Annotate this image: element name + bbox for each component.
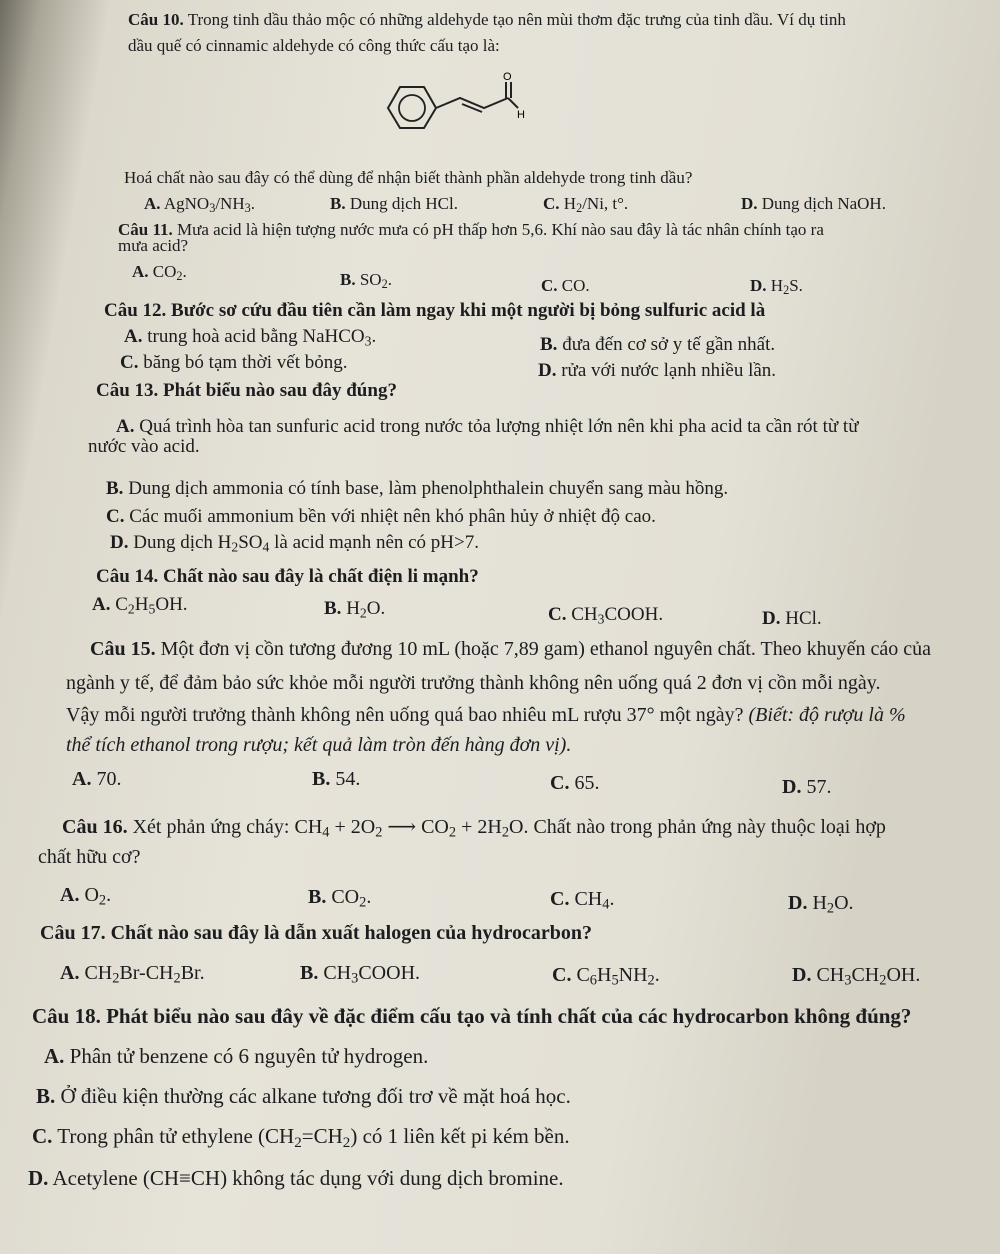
q17-a-text: $CH_2Br-CH_2Br$.	[84, 962, 205, 987]
q11-d-label: D.	[750, 276, 767, 295]
q10-option-b[interactable]	[330, 194, 458, 214]
q15-option-b[interactable]	[312, 768, 360, 791]
q13-line1	[96, 380, 397, 402]
q16-option-c[interactable]	[550, 888, 614, 911]
q18-b-label: B.	[36, 1084, 56, 1108]
q16-d-text: $H_2O$.	[812, 892, 854, 917]
q18-label: Câu 18.	[32, 1004, 101, 1028]
q15-a-label: A.	[72, 768, 92, 790]
q15-text3: Vậy mỗi người trưởng thành không nên uống quá bao nhiêu mL rượu 37° một ngày?	[66, 704, 744, 726]
q16-b-text: $CO_2$.	[331, 886, 372, 911]
q16-text2: chất hữu cơ?	[38, 846, 141, 868]
q11-option-c[interactable]	[541, 276, 590, 296]
q11-text2: mưa acid?	[118, 236, 189, 255]
q11-c-label: C.	[541, 276, 558, 295]
q10-prompt: Hoá chất nào sau đây có thể dùng để nhận biết thành phần aldehyde trong tinh dầu?	[124, 168, 693, 187]
q18-d-label: D.	[28, 1166, 49, 1190]
q10-text2: dầu quế có cinnamic aldehyde có công thức cấu tạo là:	[128, 36, 500, 55]
q17-line1	[40, 922, 592, 945]
q18-a-label: A.	[44, 1044, 65, 1068]
q15-b-text: 54.	[335, 768, 361, 790]
q12-line1	[104, 300, 765, 322]
q10-label: Câu 10.	[128, 10, 184, 29]
q18-b-text: Ở điều kiện thường các alkane tương đối trơ về mặt hoá học.	[60, 1084, 571, 1108]
q17-a-label: A.	[60, 962, 80, 984]
q12-d-label: D.	[538, 360, 557, 381]
q10-b-text: Dung dịch HCl.	[349, 194, 458, 213]
q14-option-b[interactable]	[324, 598, 385, 620]
q18-d-text: Acetylene (CH≡CH) không tác dụng với dung dịch bromine.	[52, 1166, 564, 1190]
q12-c-text: băng bó tạm thời vết bỏng.	[143, 352, 348, 373]
q17-d-label: D.	[792, 964, 812, 986]
q15-c-text: 65.	[574, 772, 600, 794]
q13-text1: Phát biểu nào sau đây đúng?	[163, 380, 397, 401]
q14-b-label: B.	[324, 598, 342, 619]
q16-c-label: C.	[550, 888, 570, 910]
q12-option-a[interactable]	[124, 326, 376, 348]
q11-line1	[118, 220, 824, 240]
q14-a-label: A.	[92, 594, 111, 615]
q15-option-c[interactable]	[550, 772, 599, 795]
q11-b-text: $SO_2$.	[359, 270, 392, 292]
q13-option-a[interactable]	[116, 416, 859, 438]
q14-c-text: $CH_3COOH$.	[571, 604, 664, 627]
q15-a-text: 70.	[96, 768, 122, 790]
q18-option-a[interactable]	[44, 1044, 428, 1069]
q10-b-label: B.	[330, 194, 346, 213]
q13-a-label: A.	[116, 416, 135, 437]
q18-option-c[interactable]	[32, 1124, 570, 1149]
q11-d-text: $H_2S$.	[770, 276, 803, 298]
q14-d-label: D.	[762, 608, 781, 629]
hydrogen-atom-label: H	[517, 109, 525, 121]
q14-text1: Chất nào sau đây là chất điện li mạnh?	[163, 566, 479, 587]
q17-b-text: $CH_3COOH$.	[323, 962, 421, 987]
q10-option-d[interactable]	[741, 194, 886, 214]
q10-d-label: D.	[741, 194, 758, 213]
q16-a-label: A.	[60, 884, 80, 906]
q18-a-text: Phân tử benzene có 6 nguyên tử hydrogen.	[69, 1044, 429, 1068]
q14-c-label: C.	[548, 604, 567, 625]
q14-line1	[96, 566, 479, 588]
q14-option-d[interactable]	[762, 608, 822, 630]
q15-option-a[interactable]	[72, 768, 121, 791]
q15-b-label: B.	[312, 768, 331, 790]
q18-option-d[interactable]	[28, 1166, 564, 1191]
q15-line1	[90, 638, 931, 661]
q12-option-c[interactable]	[120, 352, 347, 374]
q15-note1: (Biết: độ rượu là %	[748, 704, 906, 726]
q16-option-b[interactable]	[308, 886, 371, 909]
q17-label: Câu 17.	[40, 922, 106, 944]
q15-c-label: C.	[550, 772, 570, 794]
q14-label: Câu 14.	[96, 566, 159, 587]
q16-line1	[62, 814, 886, 839]
q13-c-label: C.	[106, 506, 125, 527]
q17-c-label: C.	[552, 964, 572, 986]
q12-d-text: rửa với nước lạnh nhiều lần.	[561, 360, 777, 381]
q12-c-label: C.	[120, 352, 139, 373]
benzene-aromatic-circle	[399, 95, 425, 121]
q12-a-text: trung hoà acid bằng NaHCO$_3$.	[147, 326, 377, 349]
q16-option-d[interactable]	[788, 892, 854, 915]
q12-option-b[interactable]	[540, 334, 775, 356]
q17-option-b[interactable]	[300, 962, 420, 985]
q13-d-text: Dung dịch $H_2SO_4$ là acid mạnh nên có pH>7.	[133, 532, 479, 555]
q11-a-text: $CO_2$.	[152, 262, 187, 284]
q15-d-text: 57.	[806, 776, 832, 798]
q13-b-label: B.	[106, 478, 124, 499]
q16-text1: Xét phản ứng cháy: $CH_4 + 2O_2$ ⟶ $CO_2 + 2H_2O$. Chất nào trong phản ứng này thuộc loại hợp	[132, 816, 886, 841]
q10-d-text: Dung dịch NaOH.	[761, 194, 886, 213]
q10-c-text: $H_2/Ni$, t°.	[563, 194, 629, 216]
q11-text1: Mưa acid là hiện tượng nước mưa có pH thấp hơn 5,6. Khí nào sau đây là tác nhân chính tạo ra	[177, 220, 824, 239]
oxygen-atom-label: O	[503, 71, 512, 83]
q17-b-label: B.	[300, 962, 319, 984]
q18-c-label: C.	[32, 1124, 53, 1148]
q14-a-text: $C_2H_5OH$.	[115, 594, 188, 617]
q11-b-label: B.	[340, 270, 356, 289]
q12-text1: Bước sơ cứu đầu tiên cần làm ngay khi một người bị bỏng sulfuric acid là	[171, 300, 766, 321]
q12-label: Câu 12.	[104, 300, 167, 321]
q15-d-label: D.	[782, 776, 802, 798]
q16-b-label: B.	[308, 886, 327, 908]
q15-line3	[66, 704, 906, 727]
q14-option-a[interactable]	[92, 594, 188, 616]
q16-c-text: $CH_4$.	[574, 888, 615, 913]
q18-text-emphasis: không đúng?	[794, 1004, 912, 1028]
q13-a-text1: Quá trình hòa tan sunfuric acid trong nước tỏa lượng nhiệt lớn nên khi pha acid ta cần rót từ từ	[139, 416, 859, 437]
q10-c-label: C.	[543, 194, 560, 213]
q16-label: Câu 16.	[62, 816, 128, 838]
q17-option-c[interactable]	[552, 964, 660, 987]
q10-line1	[128, 10, 846, 30]
q13-d-label: D.	[110, 532, 129, 553]
q10-a-text: $AgNO_3/NH_3$.	[163, 194, 255, 216]
q14-option-c[interactable]	[548, 604, 663, 626]
q11-option-b[interactable]	[340, 270, 392, 290]
q18-line1	[32, 1004, 911, 1029]
q12-option-d[interactable]	[538, 360, 776, 382]
q14-d-text: HCl.	[785, 608, 822, 629]
q12-b-text: đưa đến cơ sở y tế gần nhất.	[562, 334, 776, 355]
q16-d-label: D.	[788, 892, 808, 914]
q11-a-label: A.	[132, 262, 149, 281]
q13-option-d[interactable]	[110, 532, 479, 554]
q17-option-d[interactable]	[792, 964, 920, 987]
q11-c-text: CO.	[561, 276, 590, 295]
q18-c-text: Trong phân tử ethylene $(CH_2=CH_2)$ có 1 liên kết pi kém bền.	[57, 1124, 570, 1151]
q14-b-text: $H_2O$.	[346, 598, 386, 621]
q15-note2: thể tích ethanol trong rượu; kết quả làm tròn đến hàng đơn vị).	[66, 734, 572, 756]
q12-a-label: A.	[124, 326, 143, 347]
q16-option-a[interactable]	[60, 884, 111, 907]
q12-b-label: B.	[540, 334, 558, 355]
q11-label: Câu 11.	[118, 220, 173, 239]
q17-c-text: $C_6H_5NH_2$.	[576, 964, 660, 989]
q18-option-b[interactable]	[36, 1084, 571, 1109]
q10-a-label: A.	[144, 194, 161, 213]
aldehyde-h-bond	[508, 98, 518, 108]
q11-option-a[interactable]	[132, 262, 187, 282]
q11-option-d[interactable]	[750, 276, 803, 296]
q17-option-a[interactable]	[60, 962, 205, 985]
cinnamaldehyde-structure	[380, 68, 540, 138]
q16-a-text: $O_2$.	[84, 884, 112, 909]
q13-option-c[interactable]	[106, 506, 656, 528]
q13-b-text: Dung dịch ammonia có tính base, làm phenolphthalein chuyển sang màu hồng.	[128, 478, 729, 499]
q15-option-d[interactable]	[782, 776, 831, 799]
q10-option-c[interactable]	[543, 194, 628, 214]
q18-text1: Phát biểu nào sau đây về đặc điểm cấu tạo và tính chất của các hydrocarbon	[106, 1004, 789, 1028]
q13-a-text2: nước vào acid.	[88, 436, 200, 457]
q15-text1: Một đơn vị cồn tương đương 10 mL (hoặc 7,89 gam) ethanol nguyên chất. Theo khuyến cáo của	[160, 638, 932, 660]
q13-c-text: Các muối ammonium bền với nhiệt nên khó phân hủy ở nhiệt độ cao.	[129, 506, 656, 527]
q13-label: Câu 13.	[96, 380, 159, 401]
q10-option-a[interactable]	[144, 194, 255, 214]
q17-text1: Chất nào sau đây là dẫn xuất halogen của hydrocarbon?	[110, 922, 592, 944]
q17-d-text: $CH_3CH_2OH$.	[816, 964, 921, 989]
q15-text2: ngành y tế, để đảm bảo sức khỏe mỗi người trưởng thành không nên uống quá 2 đơn vị cồn mỗi ngày.	[66, 672, 881, 694]
carbon-chain	[436, 98, 508, 108]
q10-text1: Trong tinh dầu thảo mộc có những aldehyde tạo nên mùi thơm đặc trưng của tinh dầu. Ví dụ tinh	[187, 10, 846, 29]
q13-option-b[interactable]	[106, 478, 728, 500]
q15-label: Câu 15.	[90, 638, 156, 660]
